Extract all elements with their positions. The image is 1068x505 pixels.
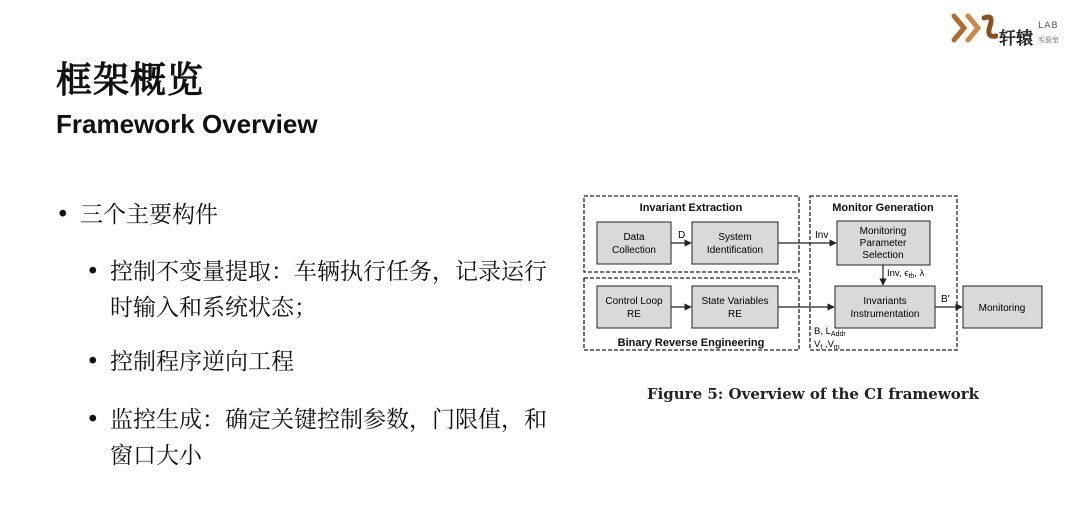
box-control-loop-re-line2: RE — [627, 309, 641, 320]
bullet-item — [86, 254, 556, 326]
box-monitoring-parameter-selection-line3: Selection — [862, 250, 904, 261]
bullet-main-text: 三个主要构件 — [80, 202, 218, 228]
box-state-variables-re — [692, 286, 778, 328]
arrow-label-b-laddr: B, $L_{Addr}$ — [814, 326, 846, 338]
page-subtitle: Framework Overview — [56, 109, 318, 139]
bullet-item-text: 控制不变量提取：车辆执行任务，记录运行时输入和系统状态； — [110, 259, 547, 321]
box-invariants-instrumentation-line2: Instrumentation — [850, 309, 920, 320]
group-label-invariant-extraction: Invariant Extraction — [639, 202, 743, 214]
bullet-item-text: 控制程序逆向工程 — [110, 349, 294, 375]
box-monitoring-parameter-selection-line2: Parameter — [859, 238, 907, 249]
arrow-label-b-prime: B′ — [941, 294, 950, 305]
logo-lab: LAB — [1038, 21, 1059, 31]
box-invariants-instrumentation-line1: Invariants — [863, 296, 907, 307]
box-control-loop-re-line1: Control Loop — [605, 296, 663, 307]
box-data-collection-line2: Collection — [612, 245, 656, 256]
bullet-dot-icon: • — [56, 202, 70, 228]
group-label-binary-reverse-engineering: Binary Reverse Engineering — [617, 337, 765, 349]
logo — [950, 10, 1065, 50]
figure-caption: Figure 5: Overview of the CI framework — [646, 385, 980, 403]
logo-name: 轩辕 — [999, 29, 1033, 49]
box-data-collection-line1: Data — [623, 232, 645, 243]
arrow-label-d: D — [678, 230, 686, 241]
bullet-dot-icon: • — [86, 407, 100, 433]
box-monitoring-parameter-selection-line1: Monitoring — [859, 226, 907, 237]
bullet-dot-icon: • — [86, 259, 100, 285]
bullet-main — [56, 196, 218, 229]
box-invariants-instrumentation — [835, 286, 935, 328]
box-system-identification-line1: System — [718, 232, 752, 243]
bullet-dot-icon: • — [86, 349, 100, 375]
arrow-label-inv: Inv — [815, 230, 829, 241]
box-control-loop-re — [597, 286, 671, 328]
group-label-monitor-generation: Monitor Generation — [832, 202, 934, 214]
box-data-collection — [597, 222, 671, 264]
logo-lab-sub: 实验室 — [1038, 36, 1059, 44]
bullet-item-text: 监控生成：确定关键控制参数，门限值，和窗口大小 — [110, 407, 547, 469]
bullet-item — [86, 402, 556, 474]
bullet-item — [86, 344, 556, 380]
box-state-variables-re-line2: RE — [728, 309, 742, 320]
box-system-identification — [692, 222, 778, 264]
framework-diagram — [582, 194, 1044, 356]
box-state-variables-re-line1: State Variables — [701, 296, 769, 307]
arrow-label-vt-vm: $V_t$ $,V_m$ — [814, 339, 840, 351]
page-title: 框架概览 — [56, 60, 205, 101]
box-monitoring-label: Monitoring — [978, 303, 1026, 314]
box-system-identification-line2: Identification — [706, 245, 764, 256]
arrow-label-inv-eps-lambda: Inv, $\epsilon_{th}$, λ — [887, 268, 925, 280]
xuanyuan-logo-icon — [950, 10, 998, 46]
